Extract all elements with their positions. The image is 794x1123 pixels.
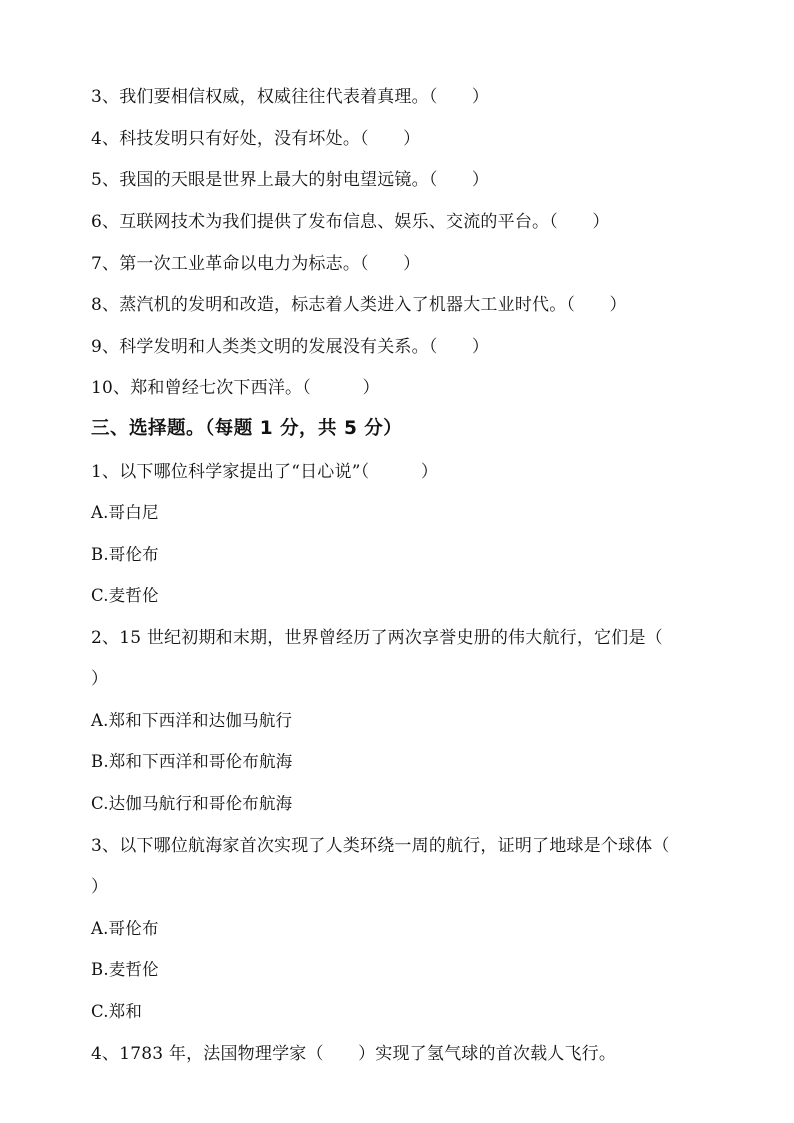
question-2-stem: 2、15 世纪初期和末期，世界曾经历了两次享誉史册的伟大航行，它们是（ xyxy=(91,628,663,648)
judgement-item-7: 7、第一次工业革命以电力为标志。（ ） xyxy=(91,254,421,274)
question-2-option-a: A.郑和下西洋和达伽马航行 xyxy=(91,711,293,730)
question-3-option-a: A.哥伦布 xyxy=(91,919,159,938)
question-4-stem: 4、1783 年，法国物理学家（ ）实现了氢气球的首次载人飞行。 xyxy=(91,1044,617,1064)
judgement-item-5: 5、我国的天眼是世界上最大的射电望远镜。（ ） xyxy=(91,170,490,190)
judgement-item-9: 9、科学发明和人类类文明的发展没有关系。（ ） xyxy=(91,337,490,357)
question-3-option-c: C.郑和 xyxy=(91,1002,143,1021)
question-2-option-c: C.达伽马航行和哥伦布航海 xyxy=(91,794,293,813)
question-2-stem-continued: ） xyxy=(91,669,109,689)
question-3-option-b: B.麦哲伦 xyxy=(91,960,159,979)
question-1-stem: 1、以下哪位科学家提出了“日心说”（ ） xyxy=(91,462,439,482)
question-2-option-b: B.郑和下西洋和哥伦布航海 xyxy=(91,752,293,771)
section-heading-choice: 三、选择题。（每题 1 分，共 5 分） xyxy=(91,418,403,439)
question-1-option-c: C.麦哲伦 xyxy=(91,586,159,605)
question-3-stem-continued: ） xyxy=(91,877,109,897)
question-1-option-b: B.哥伦布 xyxy=(91,545,159,564)
question-3-stem: 3、以下哪位航海家首次实现了人类环绕一周的航行，证明了地球是个球体（ xyxy=(91,836,670,856)
question-1-option-a: A.哥白尼 xyxy=(91,503,159,522)
judgement-item-6: 6、互联网技术为我们提供了发布信息、娱乐、交流的平台。（ ） xyxy=(91,212,610,232)
judgement-item-8: 8、蒸汽机的发明和改造，标志着人类进入了机器大工业时代。（ ） xyxy=(91,295,627,315)
judgement-item-4: 4、科技发明只有好处，没有坏处。（ ） xyxy=(91,129,421,149)
judgement-item-3: 3、我们要相信权威，权威往往代表着真理。（ ） xyxy=(91,87,490,107)
judgement-item-10: 10、郑和曾经七次下西洋。（ ） xyxy=(91,378,380,398)
